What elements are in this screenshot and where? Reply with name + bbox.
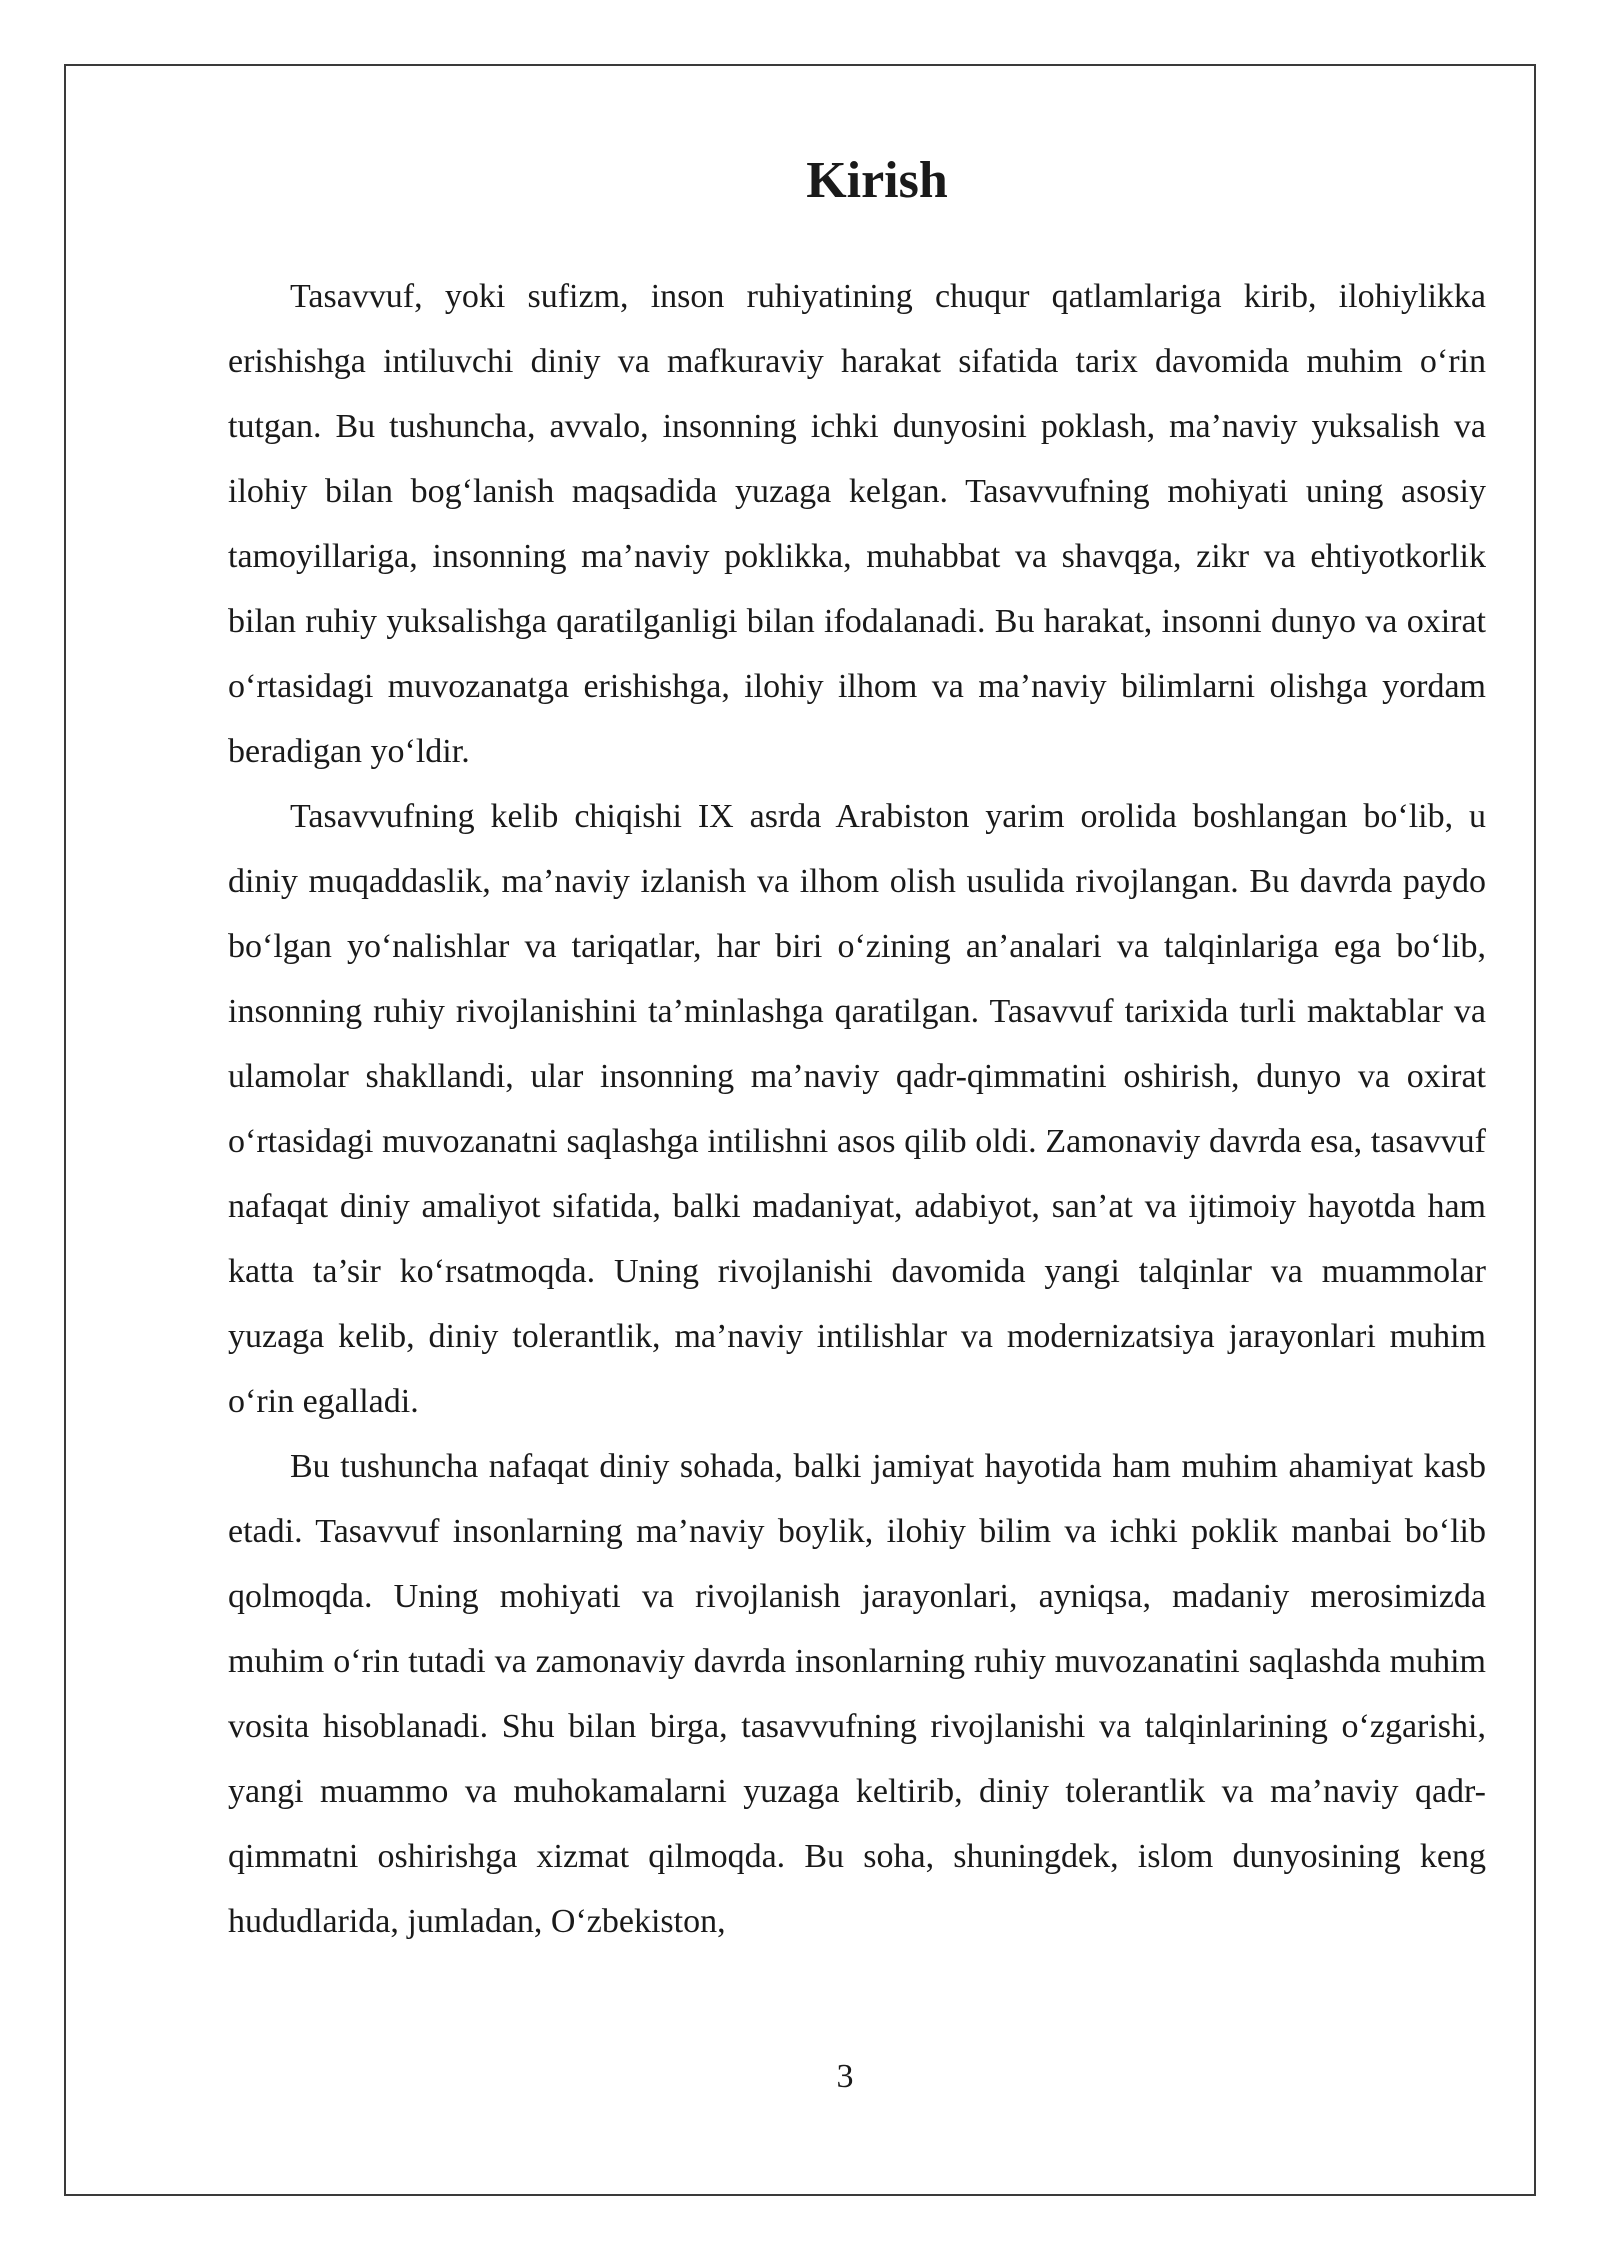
page-number: 3 — [836, 2058, 854, 2095]
paragraph-2: Tasavvufning kelib chiqishi IX asrda Arabiston yarim orolida boshlangan bo‘lib, u diniy muqaddaslik, ma’naviy izlanish va ilhom olish usulida rivojlangan. Bu davrda paydo bo‘lgan yo‘nalishlar va tariqatlar, har biri o‘zining an’analari va talqinlariga ega bo‘lib, insonning ruhiy rivojlanishini ta’minlashga qaratilgan. Tasavvuf tarixida turli maktablar va ulamolar shakllandi, ular insonning ma’naviy qadr-qimmatini oshirish, dunyo va oxirat o‘rtasidagi muvozanatni saqlashga intilishni asos qilib oldi. Zamonaviy davrda esa, tasavvuf nafaqat diniy amaliyot sifatida, balki madaniyat, adabiyot, san’at va ijtimoiy hayotda ham katta ta’sir ko‘rsatmoqda. Uning rivojlanishi davomida yangi talqinlar va muammolar yuzaga kelib, diniy tolerantlik, ma’naviy intilishlar va modernizatsiya jarayonlari muhim o‘rin egalladi. — [228, 798, 1486, 1421]
paragraph-1: Tasavvuf, yoki sufizm, inson ruhiyatining chuqur qatlamlariga kirib, ilohiylikka erishishga intiluvchi diniy va mafkuraviy harakat sifatida tarix davomida muhim o‘rin tutgan. Bu tushuncha, avvalo, insonning ichki dunyosini poklash, ma’naviy yuksalish va ilohiy bilan bog‘lanish maqsadida yuzaga kelgan. Tasavvufning mohiyati uning asosiy tamoyillariga, insonning ma’naviy poklikka, muhabbat va shavqga, zikr va ehtiyotkorlik bilan ruhiy yuksalishga qaratilganligi bilan ifodalanadi. Bu harakat, insonni dunyo va oxirat o‘rtasidagi muvozanatga erishishga, ilohiy ilhom va ma’naviy bilimlarni olishga yordam beradigan yo‘ldir. — [228, 278, 1486, 771]
document-title: Kirish — [806, 152, 948, 209]
document-body — [228, 150, 1486, 1954]
paragraph-3: Bu tushuncha nafaqat diniy sohada, balki jamiyat hayotida ham muhim ahamiyat kasb etadi. Tasavvuf insonlarning ma’naviy boylik, ilohiy bilim va ichki poklik manbai bo‘lib qolmoqda. Uning mohiyati va rivojlanish jarayonlari, ayniqsa, madaniy merosimizda muhim o‘rin tutadi va zamonaviy davrda insonlarning ruhiy muvozanatini saqlashda muhim vosita hisoblanadi. Shu bilan birga, tasavvufning rivojlanishi va talqinlarining o‘zgarishi, yangi muammo va muhokamalarni yuzaga keltirib, diniy tolerantlik va ma’naviy qadr-qimmatni oshirishga xizmat qilmoqda. Bu soha, shuningdek, islom dunyosining keng hududlarida, jumladan, O‘zbekiston, — [228, 1448, 1486, 1941]
